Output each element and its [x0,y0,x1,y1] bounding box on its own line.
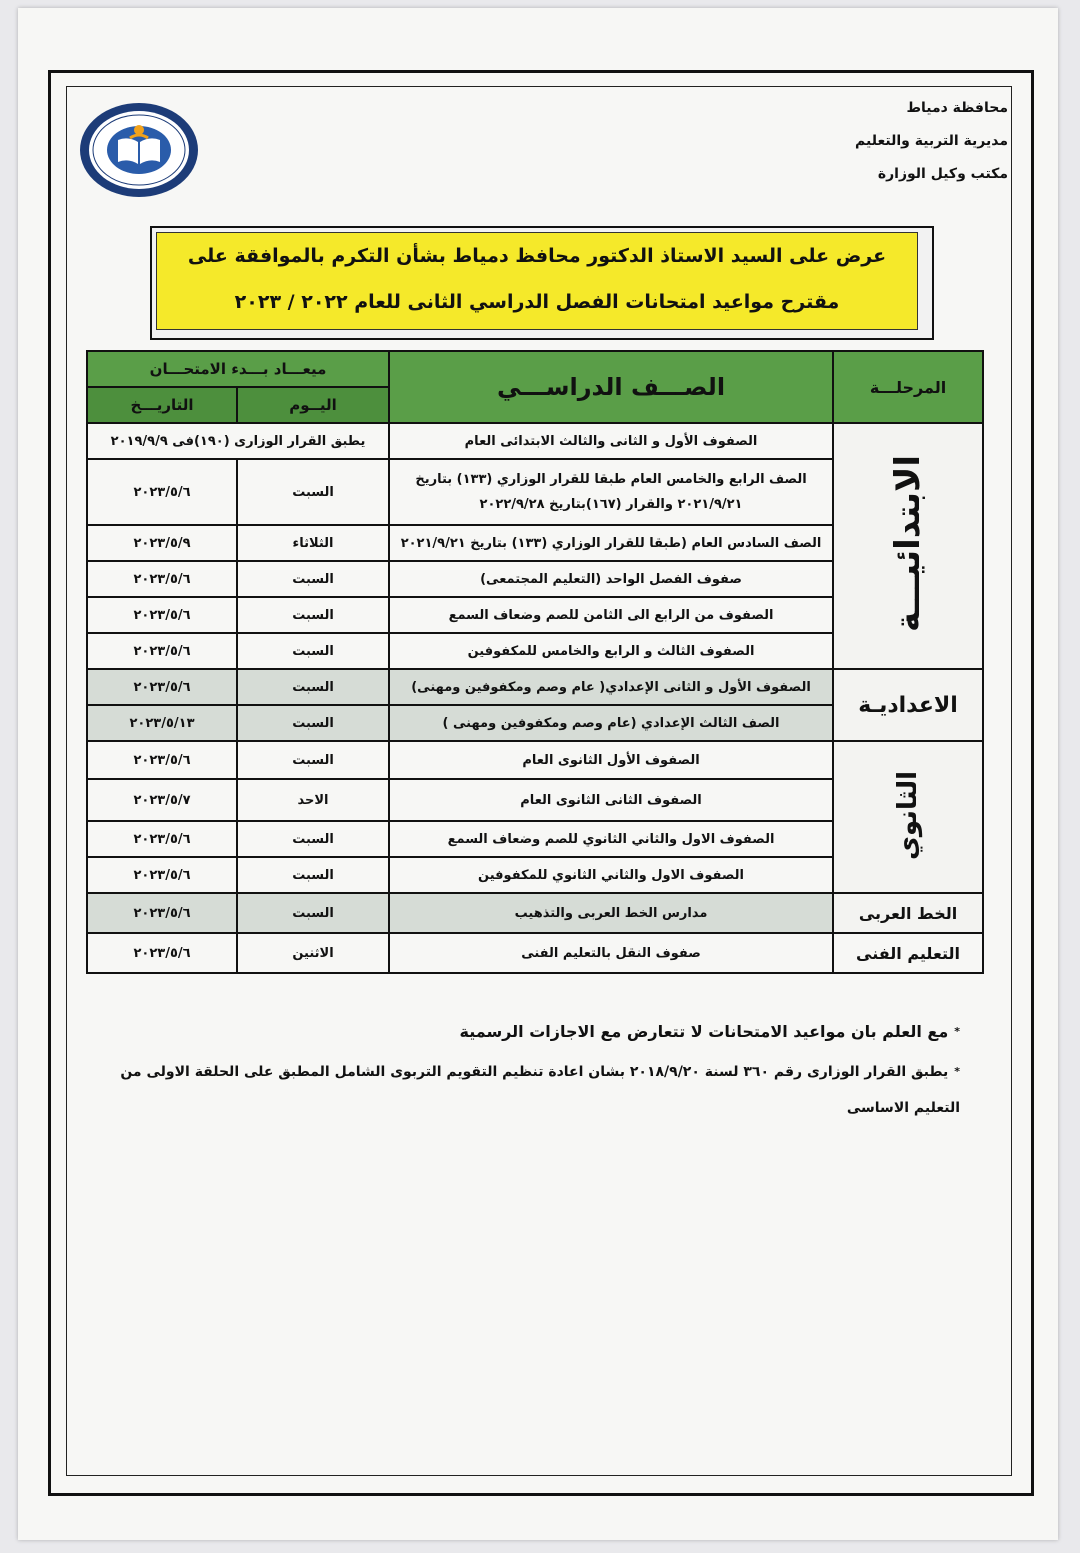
table-row [87,669,983,705]
subject-banner-fill [156,232,918,330]
table-row [87,893,983,933]
table-row [87,741,983,779]
directorate-line: مديرية التربية والتعليم [855,133,1008,149]
date-cell: ٢٠٢٣/٥/٦ [87,459,237,525]
date-cell: ٢٠٢٣/٥/٦ [87,633,237,669]
stage-preparatory: الاعداديـة [833,669,983,741]
grade-cell: الصفوف الثانى الثانوى العام [389,779,833,821]
date-cell: ٢٠٢٣/٥/٦ [87,597,237,633]
day-cell: السبت [237,669,389,705]
date-cell: ٢٠٢٣/٥/٦ [87,741,237,779]
subject-banner [150,226,934,340]
date-cell: ٢٠٢٣/٥/٦ [87,669,237,705]
date-cell: ٢٠٢٣/٥/١٣ [87,705,237,741]
header-exam-start: ميعـــاد بـــدء الامتحـــان [87,351,389,387]
education-book-seal-icon [78,100,200,200]
grade-line-1: الصف الرابع والخامس العام طبقا للقرار الوزاري (١٣٣) بتاريخ [415,472,807,487]
office-line: مكتب وكيل الوزارة [877,166,1008,182]
banner-line-2: مقترح مواعيد امتحانات الفصل الدراسي الثانى للعام ٢٠٢٢ / ٢٠٢٣ [234,291,840,313]
header-day: اليــوم [237,387,389,423]
date-cell: ٢٠٢٣/٥/٦ [87,821,237,857]
date-cell: ٢٠٢٣/٥/٩ [87,525,237,561]
decree-note-cell: يطبق القرار الوزارى (١٩٠)فى ٢٠١٩/٩/٩ [87,423,389,459]
grade-cell: الصفوف الثالث و الرابع والخامس للمكفوفين [389,633,833,669]
grade-cell: الصف الثالث الإعدادي (عام وصم ومكفوفين ومهنى ) [389,705,833,741]
header-stage: المرحلـــة [833,351,983,423]
day-cell: السبت [237,857,389,893]
exam-schedule-table [86,350,984,974]
footnote-1 [80,1016,960,1048]
table-row [87,933,983,973]
date-cell: ٢٠٢٣/٥/٦ [87,933,237,973]
footnote-2 [80,1054,960,1126]
footnote-2-text: يطبق القرار الوزارى رقم ٣٦٠ لسنة ٢٠١٨/٩/٢٠ بشان اعادة تنظيم التقويم التربوى الشامل المطبق على الحلقة الاولى من [120,1064,949,1080]
bullet-star: * [954,1065,960,1078]
day-cell: السبت [237,633,389,669]
grade-cell [389,459,833,525]
grade-cell: الصفوف الأول الثانوى العام [389,741,833,779]
day-cell: السبت [237,705,389,741]
day-cell: السبت [237,893,389,933]
table-row [87,423,983,459]
day-cell: الثلاثاء [237,525,389,561]
footnote-1-text: مع العلم بان مواعيد الامتحانات لا تتعارض مع الاجازات الرسمية [459,1022,949,1041]
day-cell: السبت [237,821,389,857]
footnote-2-continuation: التعليم الاساسى [846,1100,960,1116]
grade-cell: الصفوف الاول والثاني الثانوي للصم وضعاف السمع [389,821,833,857]
banner-line-1: عرض على السيد الاستاذ الدكتور محافظ دمياط بشأن التكرم بالموافقة على [187,245,887,267]
day-cell: السبت [237,597,389,633]
governorate-line: محافظة دمياط [906,100,1008,116]
day-cell: الاثنين [237,933,389,973]
grade-cell: الصفوف من الرابع الى الثامن للصم وضعاف السمع [389,597,833,633]
stage-primary [833,423,983,669]
grade-cell: صفوف الفصل الواحد (التعليم المجتمعى) [389,561,833,597]
header-date: التاريـــخ [87,387,237,423]
grade-cell: صفوف النقل بالتعليم الفنى [389,933,833,973]
stage-primary-label: الابتدائيـــة [888,455,929,633]
grade-cell: الصفوف الأول و الثانى والثالث الابتدائى العام [389,423,833,459]
stage-secondary-label: الثانوي [893,770,924,860]
date-cell: ٢٠٢٣/٥/٦ [87,893,237,933]
stage-arabic-calligraphy: الخط العربى [833,893,983,933]
letterhead [708,92,1008,191]
stage-technical: التعليم الفنى [833,933,983,973]
grade-cell: مدارس الخط العربى والتذهيب [389,893,833,933]
grade-cell: الصفوف الاول والثاني الثانوي للمكفوفين [389,857,833,893]
grade-cell: الصفوف الأول و الثانى الإعدادي( عام وصم ومكفوفين ومهنى) [389,669,833,705]
header-grade: الصـــف الدراســـي [389,351,833,423]
date-cell: ٢٠٢٣/٥/٧ [87,779,237,821]
stage-secondary [833,741,983,893]
footnotes [80,1016,960,1126]
date-cell: ٢٠٢٣/٥/٦ [87,561,237,597]
date-cell: ٢٠٢٣/٥/٦ [87,857,237,893]
grade-line-2: ٢٠٢١/٩/٢١ والقرار (١٦٧)بتاريخ ٢٠٢٢/٩/٢٨ [479,497,743,512]
day-cell: الاحد [237,779,389,821]
day-cell: السبت [237,459,389,525]
bullet-star: * [954,1025,960,1038]
day-cell: السبت [237,741,389,779]
day-cell: السبت [237,561,389,597]
grade-cell: الصف السادس العام (طبقا للقرار الوزاري (١٣٣) بتاريخ ٢٠٢١/٩/٢١ [389,525,833,561]
